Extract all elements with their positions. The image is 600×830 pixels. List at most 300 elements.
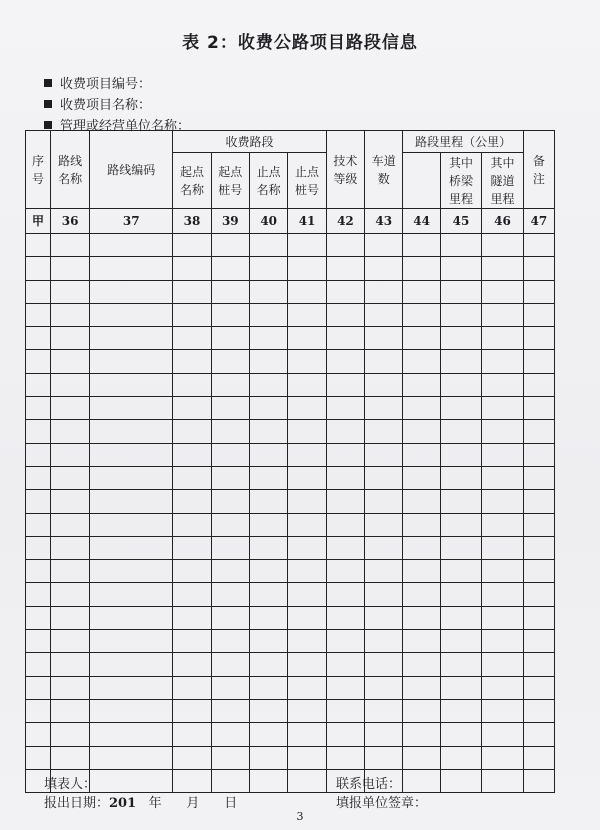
table-cell[interactable] bbox=[50, 466, 89, 489]
table-cell[interactable] bbox=[326, 676, 364, 699]
table-cell[interactable] bbox=[523, 303, 554, 326]
table-cell[interactable] bbox=[482, 327, 524, 350]
table-cell[interactable] bbox=[26, 443, 51, 466]
table-cell[interactable] bbox=[523, 234, 554, 257]
table-cell[interactable] bbox=[365, 443, 403, 466]
table-cell[interactable] bbox=[249, 327, 287, 350]
table-cell[interactable] bbox=[26, 676, 51, 699]
table-cell[interactable] bbox=[523, 513, 554, 536]
table-cell[interactable] bbox=[288, 397, 326, 420]
table-cell[interactable] bbox=[249, 234, 287, 257]
table-cell[interactable] bbox=[26, 536, 51, 559]
table-cell[interactable] bbox=[50, 653, 89, 676]
table-cell[interactable] bbox=[403, 420, 440, 443]
table-cell[interactable] bbox=[26, 257, 51, 280]
table-cell[interactable] bbox=[403, 699, 440, 722]
table-cell[interactable] bbox=[326, 630, 364, 653]
table-cell[interactable] bbox=[50, 443, 89, 466]
table-cell[interactable] bbox=[173, 746, 211, 769]
table-cell[interactable] bbox=[440, 303, 481, 326]
table-cell[interactable] bbox=[365, 746, 403, 769]
table-cell[interactable] bbox=[50, 350, 89, 373]
table-cell[interactable] bbox=[523, 630, 554, 653]
table-cell[interactable] bbox=[523, 699, 554, 722]
table-cell[interactable] bbox=[90, 303, 173, 326]
table-cell[interactable] bbox=[249, 723, 287, 746]
table-cell[interactable] bbox=[249, 606, 287, 629]
table-cell[interactable] bbox=[482, 303, 524, 326]
table-cell[interactable] bbox=[482, 350, 524, 373]
table-cell[interactable] bbox=[288, 676, 326, 699]
table-cell[interactable] bbox=[90, 699, 173, 722]
table-cell[interactable] bbox=[482, 536, 524, 559]
table-cell[interactable] bbox=[440, 257, 481, 280]
table-cell[interactable] bbox=[26, 466, 51, 489]
table-cell[interactable] bbox=[173, 373, 211, 396]
table-cell[interactable] bbox=[523, 769, 554, 792]
table-cell[interactable] bbox=[523, 466, 554, 489]
table-cell[interactable] bbox=[249, 466, 287, 489]
table-cell[interactable] bbox=[403, 257, 440, 280]
table-cell[interactable] bbox=[365, 373, 403, 396]
table-cell[interactable] bbox=[440, 536, 481, 559]
table-cell[interactable] bbox=[50, 606, 89, 629]
table-cell[interactable] bbox=[326, 723, 364, 746]
table-cell[interactable] bbox=[403, 676, 440, 699]
table-cell[interactable] bbox=[173, 723, 211, 746]
table-cell[interactable] bbox=[326, 746, 364, 769]
table-cell[interactable] bbox=[288, 583, 326, 606]
table-cell[interactable] bbox=[211, 303, 249, 326]
table-cell[interactable] bbox=[90, 234, 173, 257]
table-cell[interactable] bbox=[26, 280, 51, 303]
table-cell[interactable] bbox=[90, 443, 173, 466]
table-cell[interactable] bbox=[482, 234, 524, 257]
table-cell[interactable] bbox=[326, 234, 364, 257]
table-cell[interactable] bbox=[50, 234, 89, 257]
table-cell[interactable] bbox=[90, 397, 173, 420]
table-cell[interactable] bbox=[90, 630, 173, 653]
table-cell[interactable] bbox=[440, 769, 481, 792]
table-cell[interactable] bbox=[288, 373, 326, 396]
table-cell[interactable] bbox=[288, 723, 326, 746]
table-cell[interactable] bbox=[440, 630, 481, 653]
table-cell[interactable] bbox=[26, 746, 51, 769]
table-cell[interactable] bbox=[365, 303, 403, 326]
table-cell[interactable] bbox=[26, 560, 51, 583]
table-cell[interactable] bbox=[523, 653, 554, 676]
table-cell[interactable] bbox=[173, 699, 211, 722]
table-cell[interactable] bbox=[403, 466, 440, 489]
table-cell[interactable] bbox=[50, 630, 89, 653]
table-cell[interactable] bbox=[288, 769, 326, 792]
table-cell[interactable] bbox=[90, 746, 173, 769]
table-cell[interactable] bbox=[211, 630, 249, 653]
table-cell[interactable] bbox=[249, 513, 287, 536]
table-cell[interactable] bbox=[482, 630, 524, 653]
table-cell[interactable] bbox=[173, 676, 211, 699]
table-cell[interactable] bbox=[90, 723, 173, 746]
table-cell[interactable] bbox=[50, 327, 89, 350]
table-cell[interactable] bbox=[211, 280, 249, 303]
table-cell[interactable] bbox=[326, 397, 364, 420]
table-cell[interactable] bbox=[440, 606, 481, 629]
table-cell[interactable] bbox=[403, 234, 440, 257]
table-cell[interactable] bbox=[26, 630, 51, 653]
table-cell[interactable] bbox=[249, 676, 287, 699]
table-cell[interactable] bbox=[211, 536, 249, 559]
table-cell[interactable] bbox=[482, 420, 524, 443]
table-cell[interactable] bbox=[249, 350, 287, 373]
table-cell[interactable] bbox=[440, 699, 481, 722]
table-cell[interactable] bbox=[249, 443, 287, 466]
table-cell[interactable] bbox=[90, 327, 173, 350]
table-cell[interactable] bbox=[211, 583, 249, 606]
table-cell[interactable] bbox=[482, 676, 524, 699]
table-cell[interactable] bbox=[326, 257, 364, 280]
table-cell[interactable] bbox=[50, 303, 89, 326]
table-cell[interactable] bbox=[365, 397, 403, 420]
table-cell[interactable] bbox=[90, 280, 173, 303]
table-cell[interactable] bbox=[211, 513, 249, 536]
table-cell[interactable] bbox=[50, 490, 89, 513]
table-cell[interactable] bbox=[482, 466, 524, 489]
table-cell[interactable] bbox=[523, 723, 554, 746]
table-cell[interactable] bbox=[26, 397, 51, 420]
table-cell[interactable] bbox=[482, 606, 524, 629]
table-cell[interactable] bbox=[90, 420, 173, 443]
table-cell[interactable] bbox=[249, 280, 287, 303]
table-cell[interactable] bbox=[173, 560, 211, 583]
table-cell[interactable] bbox=[249, 653, 287, 676]
table-cell[interactable] bbox=[211, 560, 249, 583]
table-cell[interactable] bbox=[523, 443, 554, 466]
table-cell[interactable] bbox=[249, 536, 287, 559]
table-cell[interactable] bbox=[365, 653, 403, 676]
table-cell[interactable] bbox=[249, 583, 287, 606]
table-cell[interactable] bbox=[403, 443, 440, 466]
table-cell[interactable] bbox=[365, 327, 403, 350]
table-cell[interactable] bbox=[523, 350, 554, 373]
table-cell[interactable] bbox=[326, 327, 364, 350]
table-cell[interactable] bbox=[288, 560, 326, 583]
table-cell[interactable] bbox=[523, 373, 554, 396]
table-cell[interactable] bbox=[288, 513, 326, 536]
table-cell[interactable] bbox=[50, 397, 89, 420]
table-cell[interactable] bbox=[326, 560, 364, 583]
table-cell[interactable] bbox=[90, 490, 173, 513]
table-cell[interactable] bbox=[403, 303, 440, 326]
table-cell[interactable] bbox=[50, 583, 89, 606]
table-cell[interactable] bbox=[26, 583, 51, 606]
table-cell[interactable] bbox=[211, 746, 249, 769]
table-cell[interactable] bbox=[50, 699, 89, 722]
table-cell[interactable] bbox=[288, 466, 326, 489]
table-cell[interactable] bbox=[440, 513, 481, 536]
table-cell[interactable] bbox=[403, 769, 440, 792]
table-cell[interactable] bbox=[482, 560, 524, 583]
table-cell[interactable] bbox=[440, 397, 481, 420]
table-cell[interactable] bbox=[249, 373, 287, 396]
table-cell[interactable] bbox=[90, 513, 173, 536]
table-cell[interactable] bbox=[326, 373, 364, 396]
table-cell[interactable] bbox=[211, 699, 249, 722]
table-cell[interactable] bbox=[211, 234, 249, 257]
table-cell[interactable] bbox=[403, 723, 440, 746]
table-cell[interactable] bbox=[326, 536, 364, 559]
table-cell[interactable] bbox=[173, 257, 211, 280]
table-cell[interactable] bbox=[288, 420, 326, 443]
table-cell[interactable] bbox=[440, 583, 481, 606]
table-cell[interactable] bbox=[288, 490, 326, 513]
table-cell[interactable] bbox=[249, 560, 287, 583]
table-cell[interactable] bbox=[50, 373, 89, 396]
table-cell[interactable] bbox=[365, 420, 403, 443]
table-cell[interactable] bbox=[26, 327, 51, 350]
table-cell[interactable] bbox=[403, 583, 440, 606]
table-cell[interactable] bbox=[523, 327, 554, 350]
table-cell[interactable] bbox=[403, 513, 440, 536]
table-cell[interactable] bbox=[50, 536, 89, 559]
table-cell[interactable] bbox=[440, 443, 481, 466]
table-cell[interactable] bbox=[288, 303, 326, 326]
table-cell[interactable] bbox=[403, 606, 440, 629]
table-cell[interactable] bbox=[523, 583, 554, 606]
table-cell[interactable] bbox=[365, 536, 403, 559]
table-cell[interactable] bbox=[173, 513, 211, 536]
table-cell[interactable] bbox=[249, 257, 287, 280]
table-cell[interactable] bbox=[173, 303, 211, 326]
table-cell[interactable] bbox=[523, 280, 554, 303]
table-cell[interactable] bbox=[440, 653, 481, 676]
table-cell[interactable] bbox=[403, 397, 440, 420]
table-cell[interactable] bbox=[403, 653, 440, 676]
table-cell[interactable] bbox=[288, 606, 326, 629]
table-cell[interactable] bbox=[523, 397, 554, 420]
table-cell[interactable] bbox=[440, 234, 481, 257]
table-cell[interactable] bbox=[288, 653, 326, 676]
table-cell[interactable] bbox=[365, 723, 403, 746]
table-cell[interactable] bbox=[326, 303, 364, 326]
table-cell[interactable] bbox=[440, 350, 481, 373]
table-cell[interactable] bbox=[482, 443, 524, 466]
table-cell[interactable] bbox=[26, 723, 51, 746]
table-cell[interactable] bbox=[365, 583, 403, 606]
table-cell[interactable] bbox=[173, 443, 211, 466]
table-cell[interactable] bbox=[173, 630, 211, 653]
table-cell[interactable] bbox=[365, 513, 403, 536]
table-cell[interactable] bbox=[440, 746, 481, 769]
table-cell[interactable] bbox=[90, 373, 173, 396]
table-cell[interactable] bbox=[173, 583, 211, 606]
table-cell[interactable] bbox=[326, 280, 364, 303]
table-cell[interactable] bbox=[50, 280, 89, 303]
table-cell[interactable] bbox=[50, 420, 89, 443]
table-cell[interactable] bbox=[403, 536, 440, 559]
table-cell[interactable] bbox=[365, 676, 403, 699]
table-cell[interactable] bbox=[482, 699, 524, 722]
table-cell[interactable] bbox=[249, 397, 287, 420]
table-cell[interactable] bbox=[288, 327, 326, 350]
table-cell[interactable] bbox=[365, 350, 403, 373]
table-cell[interactable] bbox=[482, 653, 524, 676]
table-cell[interactable] bbox=[482, 280, 524, 303]
table-cell[interactable] bbox=[523, 676, 554, 699]
table-cell[interactable] bbox=[173, 234, 211, 257]
table-cell[interactable] bbox=[326, 350, 364, 373]
table-cell[interactable] bbox=[173, 769, 211, 792]
table-cell[interactable] bbox=[90, 350, 173, 373]
table-cell[interactable] bbox=[326, 653, 364, 676]
table-cell[interactable] bbox=[26, 350, 51, 373]
table-cell[interactable] bbox=[482, 723, 524, 746]
table-cell[interactable] bbox=[326, 420, 364, 443]
table-cell[interactable] bbox=[403, 350, 440, 373]
table-cell[interactable] bbox=[211, 397, 249, 420]
table-cell[interactable] bbox=[249, 746, 287, 769]
table-cell[interactable] bbox=[26, 234, 51, 257]
table-cell[interactable] bbox=[26, 373, 51, 396]
table-cell[interactable] bbox=[523, 606, 554, 629]
table-cell[interactable] bbox=[440, 466, 481, 489]
table-cell[interactable] bbox=[440, 420, 481, 443]
table-cell[interactable] bbox=[173, 327, 211, 350]
table-cell[interactable] bbox=[50, 257, 89, 280]
table-cell[interactable] bbox=[523, 536, 554, 559]
table-cell[interactable] bbox=[326, 466, 364, 489]
table-cell[interactable] bbox=[90, 257, 173, 280]
table-cell[interactable] bbox=[440, 723, 481, 746]
table-cell[interactable] bbox=[211, 327, 249, 350]
table-cell[interactable] bbox=[211, 723, 249, 746]
table-cell[interactable] bbox=[482, 746, 524, 769]
table-cell[interactable] bbox=[288, 699, 326, 722]
table-cell[interactable] bbox=[403, 746, 440, 769]
table-cell[interactable] bbox=[403, 373, 440, 396]
table-cell[interactable] bbox=[403, 560, 440, 583]
table-cell[interactable] bbox=[211, 350, 249, 373]
table-cell[interactable] bbox=[440, 560, 481, 583]
table-cell[interactable] bbox=[482, 513, 524, 536]
table-cell[interactable] bbox=[26, 490, 51, 513]
table-cell[interactable] bbox=[482, 397, 524, 420]
table-cell[interactable] bbox=[26, 653, 51, 676]
table-cell[interactable] bbox=[90, 466, 173, 489]
table-cell[interactable] bbox=[26, 699, 51, 722]
table-cell[interactable] bbox=[173, 420, 211, 443]
table-cell[interactable] bbox=[288, 746, 326, 769]
table-cell[interactable] bbox=[288, 350, 326, 373]
table-cell[interactable] bbox=[249, 490, 287, 513]
table-cell[interactable] bbox=[249, 699, 287, 722]
table-cell[interactable] bbox=[365, 630, 403, 653]
table-cell[interactable] bbox=[50, 746, 89, 769]
table-cell[interactable] bbox=[26, 606, 51, 629]
table-cell[interactable] bbox=[440, 373, 481, 396]
table-cell[interactable] bbox=[173, 466, 211, 489]
table-cell[interactable] bbox=[365, 280, 403, 303]
table-cell[interactable] bbox=[403, 630, 440, 653]
table-cell[interactable] bbox=[90, 606, 173, 629]
table-cell[interactable] bbox=[326, 699, 364, 722]
table-cell[interactable] bbox=[211, 769, 249, 792]
table-cell[interactable] bbox=[50, 513, 89, 536]
table-cell[interactable] bbox=[482, 257, 524, 280]
table-cell[interactable] bbox=[211, 420, 249, 443]
table-cell[interactable] bbox=[523, 560, 554, 583]
table-cell[interactable] bbox=[211, 676, 249, 699]
table-cell[interactable] bbox=[288, 280, 326, 303]
table-cell[interactable] bbox=[249, 769, 287, 792]
table-cell[interactable] bbox=[90, 560, 173, 583]
table-cell[interactable] bbox=[90, 583, 173, 606]
table-cell[interactable] bbox=[365, 466, 403, 489]
table-cell[interactable] bbox=[173, 280, 211, 303]
table-cell[interactable] bbox=[403, 280, 440, 303]
table-cell[interactable] bbox=[211, 466, 249, 489]
table-cell[interactable] bbox=[173, 490, 211, 513]
table-cell[interactable] bbox=[326, 513, 364, 536]
table-cell[interactable] bbox=[440, 676, 481, 699]
table-cell[interactable] bbox=[523, 420, 554, 443]
table-cell[interactable] bbox=[90, 769, 173, 792]
table-cell[interactable] bbox=[365, 699, 403, 722]
table-cell[interactable] bbox=[173, 606, 211, 629]
table-cell[interactable] bbox=[249, 630, 287, 653]
table-cell[interactable] bbox=[90, 676, 173, 699]
table-cell[interactable] bbox=[26, 420, 51, 443]
table-cell[interactable] bbox=[482, 490, 524, 513]
table-cell[interactable] bbox=[482, 373, 524, 396]
table-cell[interactable] bbox=[249, 303, 287, 326]
table-cell[interactable] bbox=[173, 350, 211, 373]
table-cell[interactable] bbox=[50, 676, 89, 699]
table-cell[interactable] bbox=[173, 653, 211, 676]
table-cell[interactable] bbox=[90, 653, 173, 676]
table-cell[interactable] bbox=[326, 606, 364, 629]
table-cell[interactable] bbox=[26, 303, 51, 326]
table-cell[interactable] bbox=[440, 490, 481, 513]
table-cell[interactable] bbox=[211, 443, 249, 466]
table-cell[interactable] bbox=[365, 560, 403, 583]
table-cell[interactable] bbox=[288, 234, 326, 257]
table-cell[interactable] bbox=[326, 583, 364, 606]
table-cell[interactable] bbox=[440, 280, 481, 303]
table-cell[interactable] bbox=[50, 723, 89, 746]
table-cell[interactable] bbox=[173, 536, 211, 559]
table-cell[interactable] bbox=[288, 257, 326, 280]
table-cell[interactable] bbox=[365, 257, 403, 280]
table-cell[interactable] bbox=[523, 490, 554, 513]
table-cell[interactable] bbox=[403, 327, 440, 350]
table-cell[interactable] bbox=[50, 560, 89, 583]
table-cell[interactable] bbox=[326, 490, 364, 513]
table-cell[interactable] bbox=[173, 397, 211, 420]
table-cell[interactable] bbox=[482, 769, 524, 792]
table-cell[interactable] bbox=[440, 327, 481, 350]
table-cell[interactable] bbox=[403, 490, 440, 513]
table-cell[interactable] bbox=[211, 373, 249, 396]
table-cell[interactable] bbox=[249, 420, 287, 443]
table-cell[interactable] bbox=[288, 536, 326, 559]
table-cell[interactable] bbox=[523, 746, 554, 769]
table-cell[interactable] bbox=[211, 653, 249, 676]
table-cell[interactable] bbox=[211, 257, 249, 280]
table-cell[interactable] bbox=[211, 490, 249, 513]
table-cell[interactable] bbox=[326, 443, 364, 466]
table-cell[interactable] bbox=[90, 536, 173, 559]
table-cell[interactable] bbox=[365, 606, 403, 629]
